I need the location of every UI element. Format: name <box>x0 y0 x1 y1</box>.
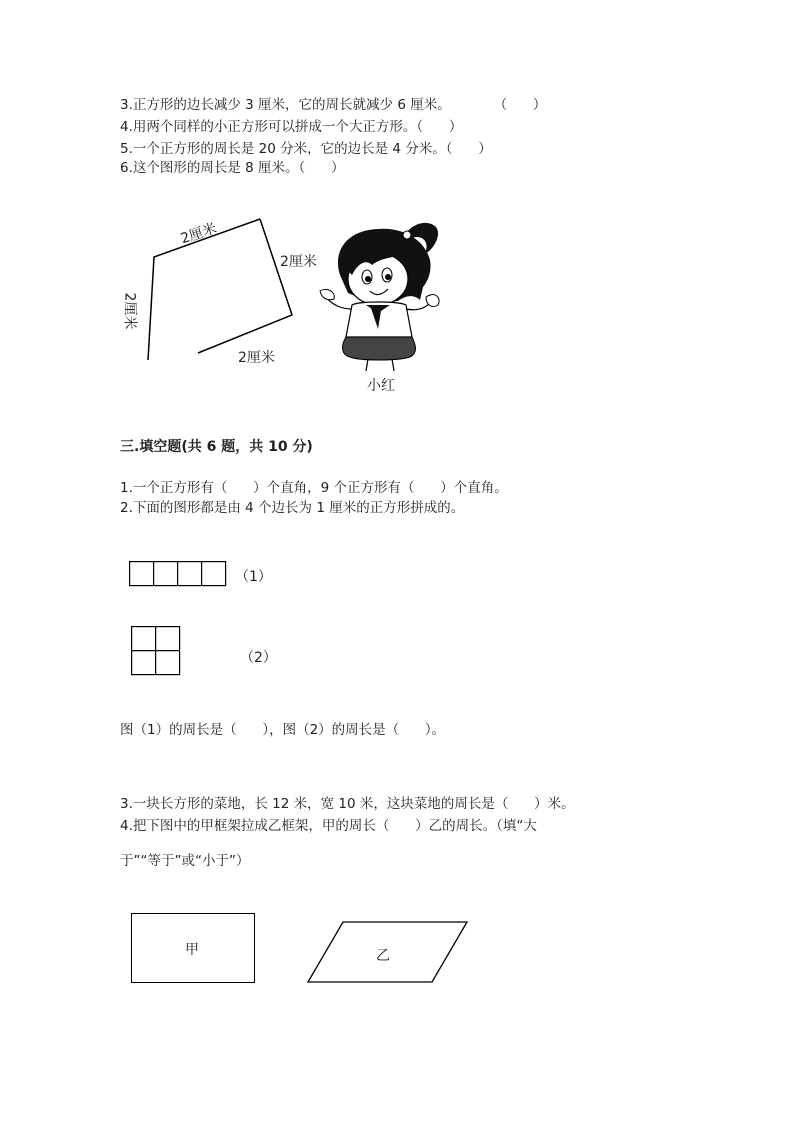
fill-item-3: 3.一块长方形的菜地，长 12 米，宽 10 米，这块菜地的周长是（ ）米。 <box>120 796 575 812</box>
character-name: 小红 <box>367 378 395 394</box>
judge-item-5: 5.一个正方形的周长是 20 分米，它的边长是 4 分米。（ ） <box>120 141 492 157</box>
judge-item-6: 6.这个图形的周长是 8 厘米。（ ） <box>120 160 345 176</box>
shape-1-row-of-squares <box>129 561 229 591</box>
frame-a-label: 甲 <box>185 942 199 958</box>
side-label-left: 2厘米 <box>121 292 138 330</box>
side-label-bottom: 2厘米 <box>238 350 275 366</box>
fill-item-4-line1: 4.把下图中的甲框架拉成乙框架，甲的周长（ ）乙的周长。（填“大 <box>120 818 537 834</box>
shape-2-label: （2） <box>240 650 277 666</box>
frame-b-label: 乙 <box>376 948 390 964</box>
fill-item-1: 1.一个正方形有（ ）个直角，9 个正方形有（ ）个直角。 <box>120 480 508 496</box>
fill-item-2-answer: 图（1）的周长是（ ），图（2）的周长是（ ）。 <box>120 722 446 738</box>
judge-item-4: 4.用两个同样的小正方形可以拼成一个大正方形。（ ） <box>120 119 463 135</box>
fill-item-2: 2.下面的图形都是由 4 个边长为 1 厘米的正方形拼成的。 <box>120 500 465 516</box>
judge-item-3: 3.正方形的边长减少 3 厘米，它的周长就减少 6 厘米。 （ ） <box>120 97 547 113</box>
section-title: 三.填空题(共 6 题，共 10 分) <box>120 439 313 455</box>
girl-illustration <box>320 223 439 371</box>
shape-1-label: （1） <box>235 569 272 585</box>
fill-item-4-line2: 于”“等于”或“小于”） <box>120 853 250 869</box>
shape-2-square-grid <box>131 626 181 680</box>
side-label-right: 2厘米 <box>280 254 317 270</box>
perimeter-figure <box>120 205 460 395</box>
side-label-top: 2厘米 <box>178 220 219 248</box>
quadrilateral-shape <box>120 205 460 395</box>
